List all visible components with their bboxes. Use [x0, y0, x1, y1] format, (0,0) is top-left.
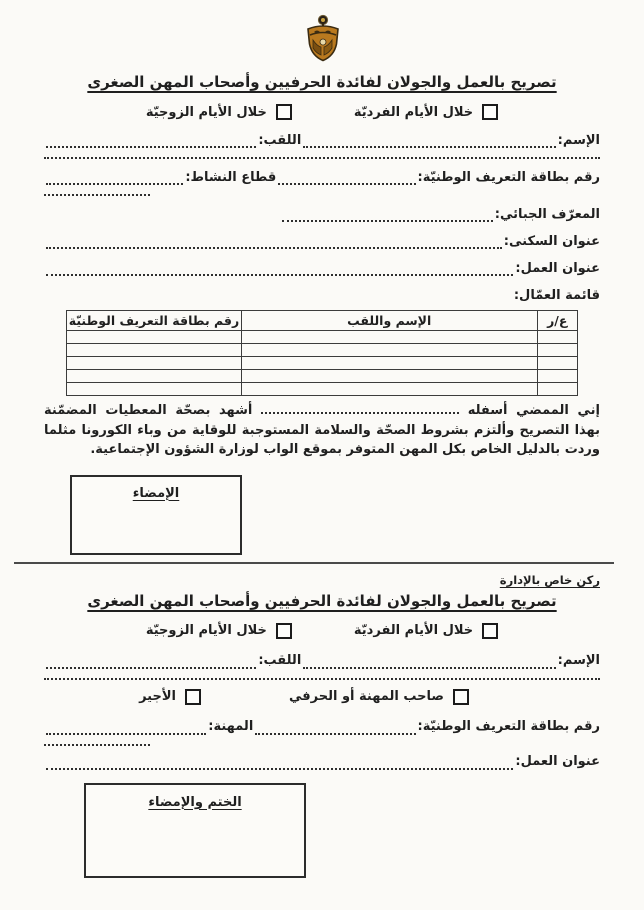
- admin-work-address-label: عنوان العمل:: [515, 754, 600, 770]
- workers-list-label: قائمة العمّال:: [513, 287, 600, 303]
- admin-corner-label: ركن خاص بالإدارة: [499, 572, 600, 587]
- workers-table-cell[interactable]: [67, 331, 241, 344]
- odd-days-checkbox[interactable]: [482, 104, 498, 120]
- admin-national-id-field[interactable]: [255, 723, 415, 735]
- stamp-signature-box-label: الختم والإمضاء: [148, 794, 242, 810]
- admin-first-name-label: الإسم:: [557, 653, 600, 669]
- home-address-label: عنوان السكنى:: [503, 233, 600, 249]
- admin-id-line-continuation[interactable]: [44, 737, 150, 746]
- national-id-field[interactable]: [278, 173, 415, 185]
- profession-field[interactable]: [46, 723, 206, 735]
- workers-table-row: [67, 383, 578, 396]
- employee-label: الأجير: [139, 689, 176, 704]
- admin-work-address-field[interactable]: [46, 758, 513, 770]
- workers-table-row: [67, 357, 578, 370]
- workers-table-row: [67, 344, 578, 357]
- workers-table-row: [67, 331, 578, 344]
- national-id-label: رقم بطاقة التعريف الوطنيّة:: [417, 169, 600, 185]
- home-address-field[interactable]: [46, 237, 502, 249]
- admin-last-name-field[interactable]: [46, 657, 256, 669]
- owner-label: صاحب المهنة أو الحرفي: [288, 689, 444, 704]
- workers-table-cell[interactable]: [241, 370, 537, 383]
- declaration-intro: إني الممضي أسفله: [467, 403, 601, 418]
- owner-checkbox[interactable]: [453, 689, 469, 705]
- admin-even-days-checkbox[interactable]: [276, 623, 292, 639]
- name-line-continuation[interactable]: [44, 150, 600, 159]
- workers-table-cell[interactable]: [537, 331, 577, 344]
- last-name-label: اللقب:: [258, 132, 302, 148]
- stamp-signature-box[interactable]: [84, 783, 306, 878]
- admin-last-name-label: اللقب:: [258, 653, 302, 669]
- admin-even-days-option: [146, 623, 292, 639]
- work-address-line: [44, 258, 600, 276]
- section-divider: [14, 562, 614, 564]
- name-surname-line: [44, 130, 600, 148]
- day-parity-options: [44, 104, 600, 120]
- form-title: تصريح بالعمل والجولان لفائدة الحرفيين وأصحاب المهن الصغرى: [87, 73, 557, 91]
- activity-sector-label: قطاع النشاط:: [185, 169, 277, 185]
- tax-id-label: المعرّف الجبائي:: [494, 206, 600, 222]
- workers-table-body: [67, 331, 578, 396]
- tunisia-coat-of-arms-icon: [44, 14, 600, 62]
- signature-box-label: الإمضاء: [132, 485, 180, 501]
- workers-table-cell[interactable]: [537, 357, 577, 370]
- admin-first-name-field[interactable]: [303, 657, 555, 669]
- admin-national-id-label: رقم بطاقة التعريف الوطنيّة:: [417, 719, 600, 735]
- id-line-continuation[interactable]: [44, 187, 150, 196]
- id-sector-line: [44, 167, 600, 185]
- admin-id-profession-line: [44, 717, 600, 735]
- declaration-body: أشهد بصحّة المعطيات المضمّنة بهذا التصريح وألتزم بشروط الصحّة والسلامة المستوجبة للوقاية من وباء الكورونا مثلما وردت بالدليل الخاص بكل المهن المتوفر بموقع الواب لوزارة الشؤون الإجتماعية.: [44, 403, 600, 457]
- workers-table-cell[interactable]: [537, 370, 577, 383]
- declarant-name-field[interactable]: [261, 403, 459, 414]
- home-address-line: [44, 231, 600, 249]
- header-national-id: رقم بطاقة التعريف الوطنيّة: [67, 311, 241, 331]
- workers-table-cell[interactable]: [537, 383, 577, 396]
- workers-table-cell[interactable]: [67, 344, 241, 357]
- signature-box[interactable]: [70, 475, 242, 555]
- even-days-option: [146, 104, 292, 120]
- workers-table-cell[interactable]: [241, 357, 537, 370]
- admin-name-line-continuation[interactable]: [44, 671, 600, 680]
- odd-days-label: خلال الأيام الفرديّة: [353, 104, 474, 120]
- work-address-label: عنوان العمل:: [515, 260, 600, 276]
- workers-table-cell[interactable]: [241, 331, 537, 344]
- admin-odd-days-label: خلال الأيام الفرديّة: [353, 623, 474, 638]
- even-days-checkbox[interactable]: [276, 104, 292, 120]
- even-days-label: خلال الأيام الزوجيّة: [145, 104, 267, 120]
- workers-list-line: [44, 285, 600, 303]
- workers-table-cell[interactable]: [241, 383, 537, 396]
- employee-option: [139, 689, 201, 705]
- tax-id-field[interactable]: [282, 210, 493, 222]
- last-name-field[interactable]: [46, 136, 256, 148]
- profession-label: المهنة:: [208, 719, 254, 735]
- admin-work-address-line: [44, 752, 600, 770]
- workers-table-cell[interactable]: [67, 370, 241, 383]
- admin-name-surname-line: [44, 651, 600, 669]
- first-name-field[interactable]: [303, 136, 555, 148]
- admin-odd-days-option: [354, 623, 498, 639]
- owner-option: [289, 689, 469, 705]
- activity-sector-field[interactable]: [46, 173, 183, 185]
- header-full-name: الإسم واللقب: [241, 311, 537, 331]
- header-serial-number: ع/ر: [537, 311, 577, 331]
- admin-day-parity-options: [44, 623, 600, 639]
- admin-odd-days-checkbox[interactable]: [482, 623, 498, 639]
- workers-table-cell[interactable]: [537, 344, 577, 357]
- first-name-label: الإسم:: [557, 132, 600, 148]
- applicant-type-options: [26, 689, 582, 705]
- tax-id-line: [44, 204, 600, 222]
- odd-days-option: [354, 104, 498, 120]
- workers-table-cell[interactable]: [67, 383, 241, 396]
- admin-form-title: تصريح بالعمل والجولان لفائدة الحرفيين وأصحاب المهن الصغرى: [87, 591, 557, 610]
- admin-even-days-label: خلال الأيام الزوجيّة: [145, 623, 267, 638]
- workers-table-cell[interactable]: [241, 344, 537, 357]
- workers-table-cell[interactable]: [67, 357, 241, 370]
- employee-checkbox[interactable]: [185, 689, 201, 705]
- workers-table: [66, 310, 578, 396]
- declaration-paragraph: [44, 401, 600, 460]
- workers-table-header-row: [67, 311, 578, 331]
- work-address-field[interactable]: [46, 264, 513, 276]
- workers-table-row: [67, 370, 578, 383]
